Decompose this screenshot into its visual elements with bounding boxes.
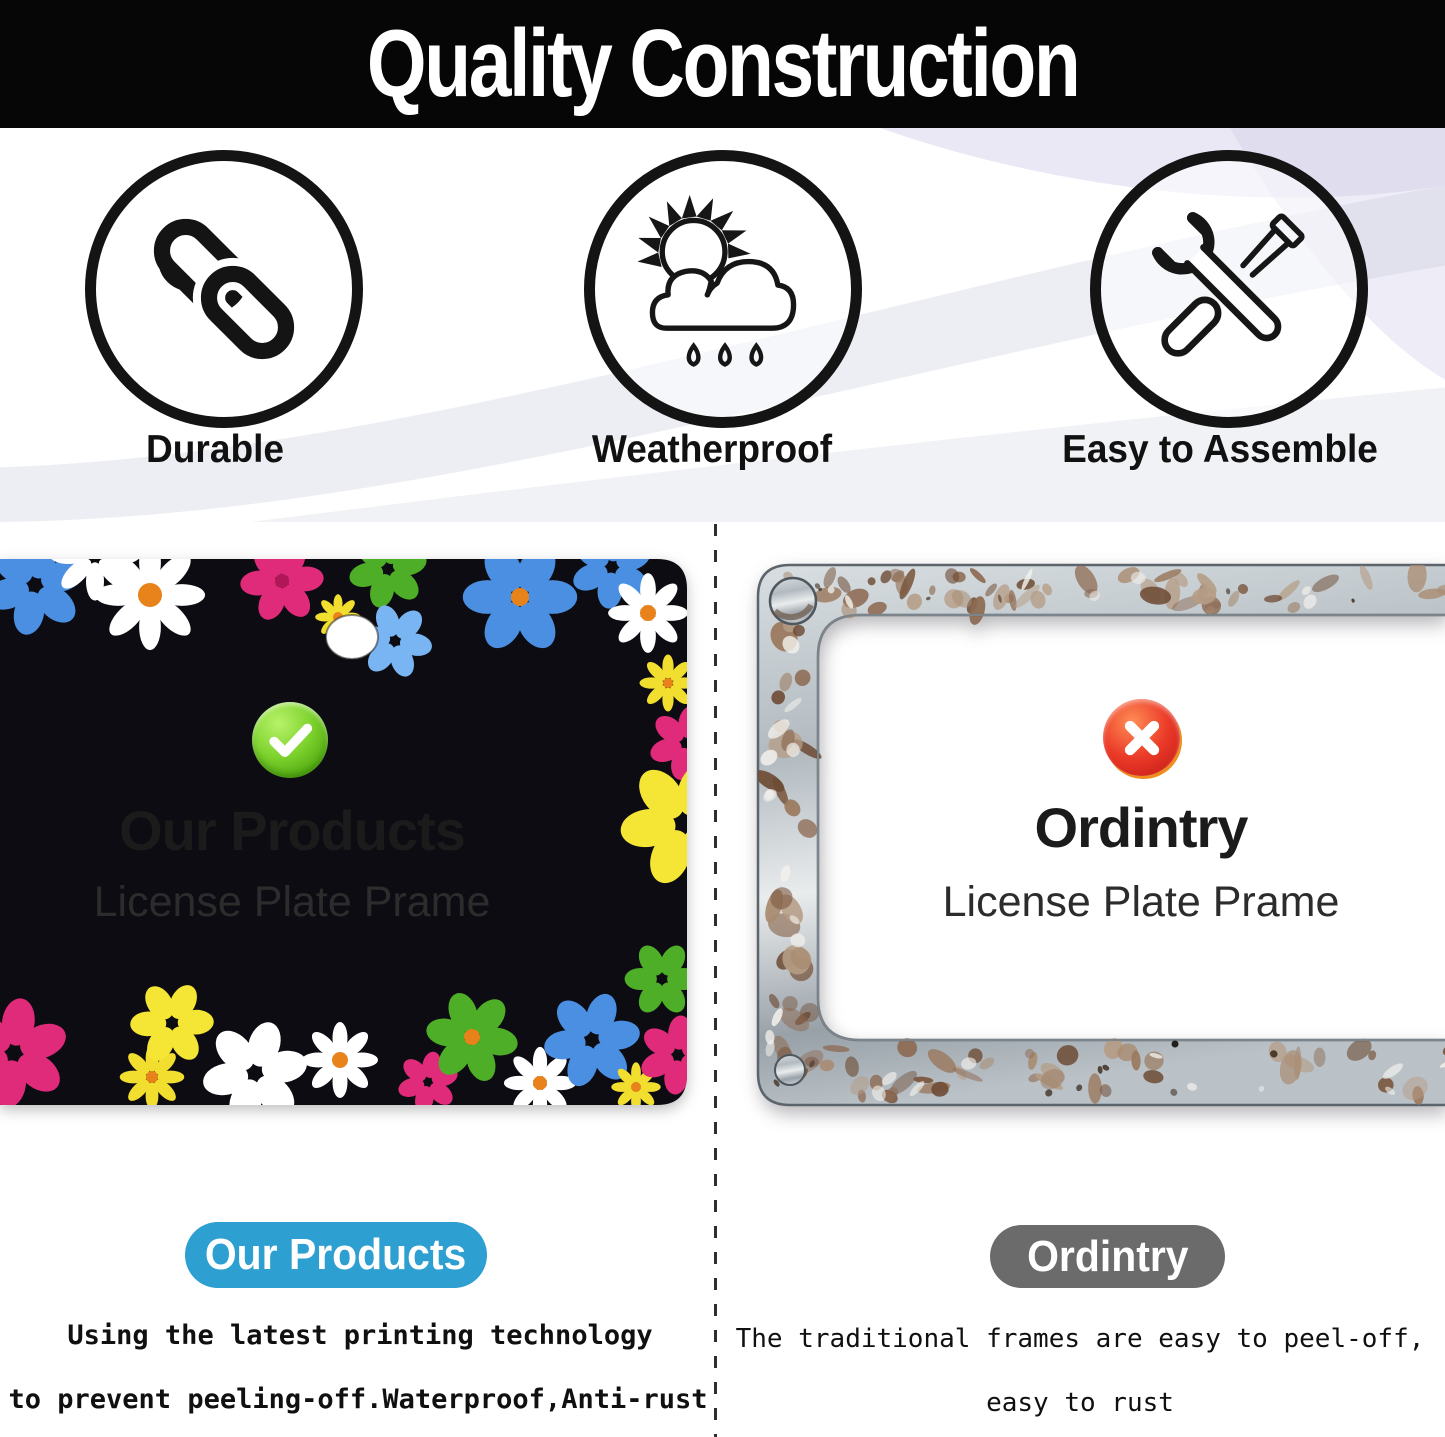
feature-weatherproof [584,150,862,428]
feature-easy-assemble-label: Easy to Assemble [1062,428,1378,471]
banner-title: Quality Construction [366,10,1079,117]
left-title: Our Products [119,799,465,862]
banner [0,0,1445,128]
feature-weatherproof-label: Weatherproof [591,428,833,471]
screwdriver-wrench-icon [1134,194,1324,384]
feature-durable [85,150,363,428]
right-subtitle: License Plate Prame [942,878,1340,926]
feature-durable-label: Durable [146,428,284,471]
cross-icon [1103,699,1180,776]
features-section [0,128,1445,522]
left-subtitle: License Plate Prame [93,878,491,926]
sun-rain-cloud-icon [625,191,821,387]
left-desc-line2: to prevent peeling-off.Waterproof,Anti-rust [8,1384,708,1415]
rivet-bottom-left [775,1055,805,1085]
check-icon [252,702,328,778]
dashed-divider [714,524,717,1437]
right-desc-line1: The traditional frames are easy to peel-off, [735,1324,1425,1354]
right-badge: Ordintry [990,1225,1225,1288]
left-badge: Our Products [185,1222,487,1288]
screw-hole [326,615,378,659]
feature-easy-assemble [1090,150,1368,428]
right-title: Ordintry [1034,796,1248,859]
left-desc-line1: Using the latest printing technology [67,1320,653,1351]
right-desc-line2: easy to rust [986,1388,1174,1418]
chain-link-icon [129,194,319,384]
